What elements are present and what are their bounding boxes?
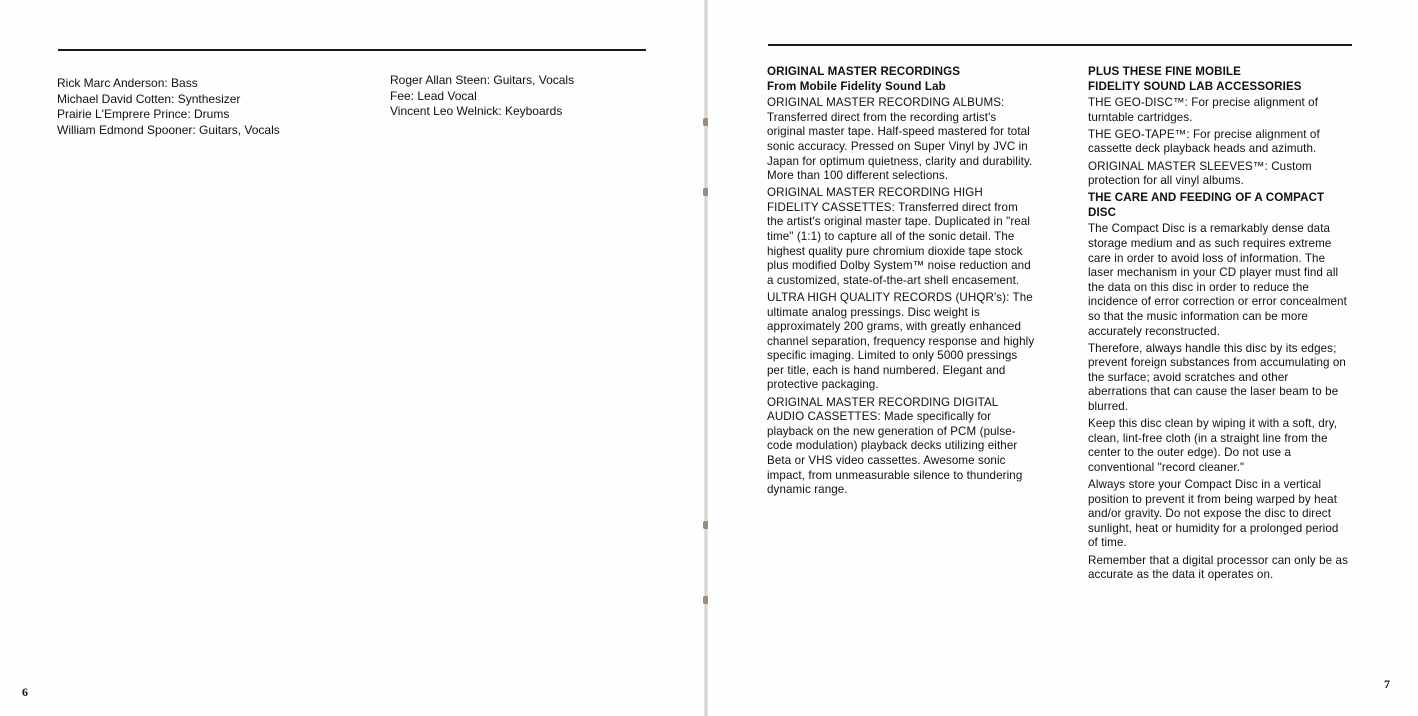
section-heading: ORIGINAL MASTER RECORDINGS bbox=[767, 65, 961, 78]
paragraph: ORIGINAL MASTER SLEEVES™: Custom protection for all vinyl albums. bbox=[1088, 159, 1312, 188]
credit-line: William Edmond Spooner: Guitars, Vocals bbox=[57, 122, 280, 137]
credit-line: Roger Allan Steen: Guitars, Vocals bbox=[390, 73, 575, 87]
credits-column-1 bbox=[57, 76, 357, 138]
paragraph: Always store your Compact Disc in a vertical position to prevent it from being warped by heat and/or gravity. Do not expose the disc to direct sunlight, heat or humidity for a prolonged period of time. bbox=[1088, 478, 1339, 550]
credit-line: Prairie L'Emprere Prince: Drums bbox=[57, 107, 230, 121]
credit-line: Vincent Leo Welnick: Keyboards bbox=[390, 104, 563, 118]
page-number: 7 bbox=[1384, 677, 1390, 691]
paragraph: ULTRA HIGH QUALITY RECORDS (UHQR's): The ultimate analog pressings. Disc weight is approximately 200 grams, with greatly enhanced channel separation, frequency response and highly specific imaging. Limited to only 5000 pressings per title, each is hand numbered. Elegant and protective packaging. bbox=[767, 290, 1035, 392]
top-rule bbox=[58, 49, 646, 51]
section-subheading: From Mobile Fidelity Sound Lab bbox=[767, 79, 946, 93]
credit-line: Rick Marc Anderson: Bass bbox=[57, 76, 198, 90]
page-number: 6 bbox=[22, 685, 28, 699]
top-rule bbox=[768, 44, 1352, 46]
paragraph: ORIGINAL MASTER RECORDING HIGH FIDELITY CASSETTES: Transferred direct from the artist's original master tape. Duplicated in "real time" (1:1) to capture all of the sonic detail. The highest quality pure chromium dioxide tape stock plus modified Dolby System™ noise reduction and a customized, state-of-the-art shell encasement. bbox=[767, 186, 1031, 287]
credits-column-2 bbox=[390, 73, 650, 120]
text-column-accessories bbox=[1088, 65, 1350, 585]
paragraph: ORIGINAL MASTER RECORDING DIGITAL AUDIO CASSETTES: Made specifically for playback on the new generation of PCM (pulse-code modulation) playback decks utilizing either Beta or VHS video cassettes. Awesome sonic impact, from unmeasurable silence to thundering dynamic range. bbox=[767, 395, 1023, 497]
left-page bbox=[0, 0, 706, 716]
paragraph: The Compact Disc is a remarkably dense data storage medium and as such requires extreme care in order to avoid loss of information. The laser mechanism in your CD player must find all the data on this disc in order to reduce the incidence of error correction or error concealment so that the music information can be more accurately reconstructed. bbox=[1088, 222, 1347, 338]
paragraph: THE GEO-TAPE™: For precise alignment of cassette deck playback heads and azimuth. bbox=[1088, 127, 1320, 156]
paragraph: Remember that a digital processor can only be as accurate as the data it operates on. bbox=[1088, 553, 1348, 582]
section-heading: PLUS THESE FINE MOBILE bbox=[1088, 65, 1241, 78]
paragraph: ORIGINAL MASTER RECORDING ALBUMS: Transferred direct from the recording artist's original master tape. Half-speed mastered for total sonic accuracy. Pressed on Super Vinyl by JVC in Japan for optimum quietness, clarity and durability. More than 100 different selections. bbox=[767, 96, 1033, 183]
credit-line: Fee: Lead Vocal bbox=[390, 88, 477, 103]
text-column-recordings bbox=[767, 65, 1037, 500]
paragraph: THE GEO-DISC™: For precise alignment of turntable cartridges. bbox=[1088, 96, 1319, 124]
paragraph: Keep this disc clean by wiping it with a soft, dry, clean, lint-free cloth (in a straight line from the center to the outer edge). Do not use a conventional "record cleaner." bbox=[1088, 417, 1338, 474]
paragraph: Therefore, always handle this disc by its edges; prevent foreign substances from accumulating on the surface; avoid scratches and other aberrations that can cause the laser beam to be blurred. bbox=[1088, 341, 1346, 414]
section-heading: FIDELITY SOUND LAB ACCESSORIES bbox=[1088, 79, 1302, 93]
section-heading: THE CARE AND FEEDING OF A COMPACT DISC bbox=[1088, 191, 1325, 219]
credit-line: Michael David Cotten: Synthesizer bbox=[57, 91, 241, 106]
